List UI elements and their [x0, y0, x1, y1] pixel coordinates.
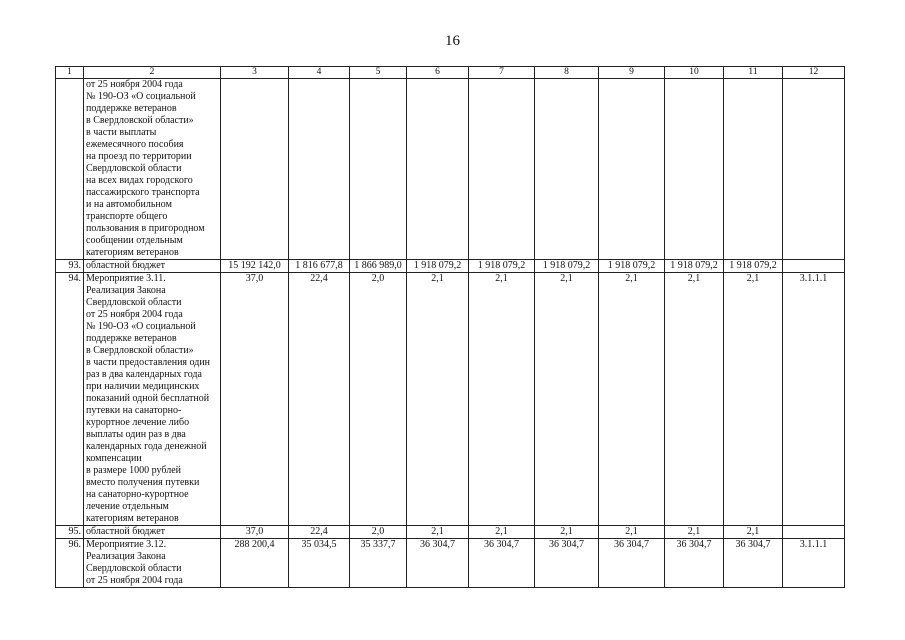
description-line: категориям ветеранов — [86, 247, 179, 258]
value-cell: 36 304,7 — [407, 539, 469, 588]
value-cell: 2,1 — [535, 273, 599, 526]
page-number: 16 — [445, 33, 460, 49]
description-line: поддержке ветеранов — [86, 333, 177, 344]
value-cell: 37,0 — [221, 273, 289, 526]
description-line: раз в два календарных года — [86, 369, 202, 380]
description-line: Свердловской области — [86, 163, 182, 174]
value-cell — [221, 79, 289, 260]
description-cell — [84, 79, 221, 260]
column-number: 11 — [724, 67, 783, 79]
value-cell: 1 816 677,8 — [289, 260, 350, 273]
value-cell: 2,1 — [469, 526, 535, 539]
value-cell: 288 200,4 — [221, 539, 289, 588]
description-cell — [84, 260, 221, 273]
description-line: от 25 ноября 2004 года — [86, 79, 183, 90]
value-cell: 2,1 — [407, 273, 469, 526]
value-cell — [407, 79, 469, 260]
value-cell: 1 918 079,2 — [665, 260, 724, 273]
description-line: № 190-ОЗ «О социальной — [86, 91, 196, 102]
column-number: 2 — [84, 67, 221, 79]
description-line: Мероприятие 3.12. — [86, 539, 167, 550]
description-line: пассажирского транспорта — [86, 187, 200, 198]
description-line: Мероприятие 3.11. — [86, 273, 166, 284]
value-cell: 36 304,7 — [599, 539, 665, 588]
description-line: от 25 ноября 2004 года — [86, 575, 183, 586]
description-line: на всех видах городского — [86, 175, 193, 186]
description-line: пользования в пригородном — [86, 223, 205, 234]
column-number: 4 — [289, 67, 350, 79]
value-cell — [665, 79, 724, 260]
description-cell — [84, 273, 221, 526]
description-line: поддержке ветеранов — [86, 103, 177, 114]
table-row — [56, 539, 845, 588]
description-line: в части предоставления один — [86, 357, 211, 368]
column-number: 6 — [407, 67, 469, 79]
value-cell: 1 918 079,2 — [469, 260, 535, 273]
description-line: путевки на санаторно- — [86, 405, 182, 416]
value-cell — [350, 79, 407, 260]
description-line: № 190-ОЗ «О социальной — [86, 321, 196, 332]
description-line: ежемесячного пособия — [86, 139, 184, 150]
value-cell: 2,1 — [665, 273, 724, 526]
value-cell: 36 304,7 — [469, 539, 535, 588]
description-line: компенсации — [86, 453, 142, 464]
description-line: транспорте общего — [86, 211, 168, 222]
column-number: 12 — [783, 67, 845, 79]
value-cell: 2,1 — [724, 273, 783, 526]
value-cell: 36 304,7 — [535, 539, 599, 588]
description-cell — [84, 539, 221, 588]
table-row — [56, 260, 845, 273]
column-number: 3 — [221, 67, 289, 79]
row-number-cell: 94. — [56, 273, 84, 526]
description-line: в Свердловской области» — [86, 115, 194, 126]
description-line: областной бюджет — [86, 260, 166, 271]
column-number: 9 — [599, 67, 665, 79]
table-row — [56, 273, 845, 526]
value-cell: 2,1 — [599, 273, 665, 526]
description-line: в Свердловской области» — [86, 345, 194, 356]
description-line: при наличии медицинских — [86, 381, 200, 392]
value-cell: 2,1 — [469, 273, 535, 526]
description-line: календарных года денежной — [86, 441, 207, 452]
description-line: в размере 1000 рублей — [86, 465, 182, 476]
description-line: курортное лечение либо — [86, 417, 190, 428]
column-number: 5 — [350, 67, 407, 79]
table-row-continuation — [56, 79, 845, 260]
target-ref-cell — [783, 260, 845, 273]
value-cell — [535, 79, 599, 260]
value-cell: 37,0 — [221, 526, 289, 539]
description-line: категориям ветеранов — [86, 513, 179, 524]
target-ref-cell: 3.1.1.1 — [783, 273, 845, 526]
value-cell: 2,1 — [535, 526, 599, 539]
description-cell — [84, 526, 221, 539]
value-cell: 22,4 — [289, 526, 350, 539]
description-line: и на автомобильном — [86, 199, 172, 210]
description-line: на проезд по территории — [86, 151, 192, 162]
description-line: в части выплаты — [86, 127, 157, 138]
value-cell — [724, 79, 783, 260]
value-cell: 2,1 — [665, 526, 724, 539]
description-line: Реализация Закона — [86, 551, 166, 562]
value-cell: 1 866 989,0 — [350, 260, 407, 273]
description-line: Свердловской области — [86, 297, 182, 308]
table-row — [56, 526, 845, 539]
value-cell: 2,0 — [350, 273, 407, 526]
description-line: на санаторно-курортное — [86, 489, 189, 500]
value-cell: 1 918 079,2 — [535, 260, 599, 273]
value-cell: 2,1 — [407, 526, 469, 539]
column-number: 8 — [535, 67, 599, 79]
column-number: 7 — [469, 67, 535, 79]
value-cell: 1 918 079,2 — [599, 260, 665, 273]
description-line: Свердловской области — [86, 563, 182, 574]
description-line: лечение отдельным — [86, 501, 169, 512]
value-cell: 15 192 142,0 — [221, 260, 289, 273]
row-number-cell: 96. — [56, 539, 84, 588]
value-cell — [599, 79, 665, 260]
value-cell — [289, 79, 350, 260]
value-cell: 2,0 — [350, 526, 407, 539]
value-cell: 1 918 079,2 — [407, 260, 469, 273]
target-ref-cell — [783, 526, 845, 539]
description-line: вместо получения путевки — [86, 477, 200, 488]
column-number-row — [56, 67, 845, 79]
value-cell: 22,4 — [289, 273, 350, 526]
value-cell: 36 304,7 — [724, 539, 783, 588]
value-cell: 35 034,5 — [289, 539, 350, 588]
description-line: от 25 ноября 2004 года — [86, 309, 183, 320]
description-line: выплаты один раз в два — [86, 429, 186, 440]
column-number: 1 — [56, 67, 84, 79]
description-line: показаний одной бесплатной — [86, 393, 210, 404]
row-number-cell: 93. — [56, 260, 84, 273]
value-cell: 1 918 079,2 — [724, 260, 783, 273]
value-cell: 35 337,7 — [350, 539, 407, 588]
description-line: областной бюджет — [86, 526, 166, 537]
row-number-cell — [56, 79, 84, 260]
column-number: 10 — [665, 67, 724, 79]
description-line: Реализация Закона — [86, 285, 166, 296]
target-ref-cell: 3.1.1.1 — [783, 539, 845, 588]
value-cell: 2,1 — [724, 526, 783, 539]
value-cell: 36 304,7 — [665, 539, 724, 588]
value-cell — [469, 79, 535, 260]
row-number-cell: 95. — [56, 526, 84, 539]
budget-table — [55, 66, 845, 588]
value-cell: 2,1 — [599, 526, 665, 539]
description-line: сообщении отдельным — [86, 235, 183, 246]
value-cell — [783, 79, 845, 260]
